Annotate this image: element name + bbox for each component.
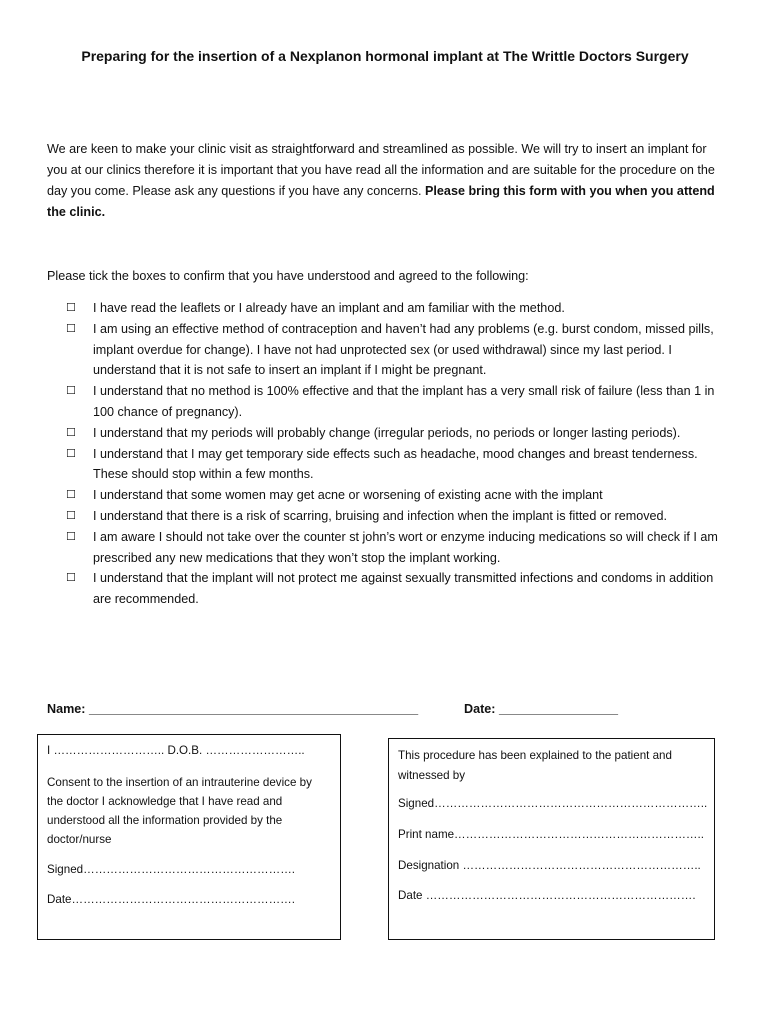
checklist-item-text: I understand that no method is 100% effective and that the implant has a very small risk of failure (less than 1 in 100 chance of pregnancy). — [93, 384, 715, 419]
witness-designation-line[interactable]: Designation …………………………………………………….. — [398, 859, 701, 872]
checklist-item-text: I have read the leaflets or I already have an implant and am familiar with the method. — [93, 301, 565, 315]
witness-signed-line[interactable]: Signed…………………………………………………………….. — [398, 797, 708, 810]
patient-consent-box — [37, 734, 341, 940]
checklist-item — [66, 527, 730, 569]
checklist-item-text: I understand that there is a risk of scarring, bruising and infection when the implant is fitted or removed. — [93, 508, 668, 523]
checklist-item-text: I understand that my periods will probably change (irregular periods, no periods or longer lasting periods). — [93, 425, 681, 440]
checklist-item — [66, 423, 730, 444]
witness-date-line[interactable]: Date ……………………………………………………………. — [398, 889, 696, 902]
intro-emphasis: Please bring this form with you when you attend the clinic. — [47, 184, 715, 219]
date-field[interactable]: Date: _________________ — [464, 702, 619, 716]
patient-dob-line[interactable]: I ……………………….. D.O.B. …………………….. — [47, 744, 305, 757]
checklist-item — [66, 506, 730, 527]
checkbox[interactable]: ☐ — [66, 302, 76, 314]
checkbox[interactable]: ☐ — [66, 572, 76, 585]
checkbox[interactable]: ☐ — [66, 322, 76, 335]
name-field[interactable]: Name: _______________________________________________ — [47, 702, 419, 716]
checklist-lead: Please tick the boxes to confirm that you have understood and agreed to the following: — [47, 269, 529, 283]
checklist-item-text: I understand that the implant will not protect me against sexually transmitted infections and condoms in addition are recommended. — [93, 571, 714, 607]
checklist-item — [66, 568, 730, 610]
checklist-item-text: I understand that some women may get acne or worsening of existing acne with the implant — [93, 488, 603, 503]
checklist-item-text: I am using an effective method of contraception and haven’t had any problems (e.g. burst condom, missed pills, implant overdue for change). I have not had unprotected sex (or used withdrawal) since my last period. I understand that it is not safe to insert an implant if I might be pregnant. — [93, 321, 714, 378]
patient-date-line[interactable]: Date…………………………………………………. — [47, 893, 295, 906]
checkbox[interactable]: ☐ — [66, 530, 76, 543]
checklist-item-text: I am aware I should not take over the counter st john’s wort or enzyme inducing medications so will check if I am prescribed any new medications that they won’t stop the implant working. — [93, 529, 718, 565]
checklist-item — [66, 444, 730, 486]
checklist-item — [66, 298, 730, 319]
form-title: Preparing for the insertion of a Nexplanon hormonal implant at The Writtle Doctors Surgery — [81, 48, 689, 64]
witness-box — [388, 738, 715, 940]
checklist-item — [66, 485, 730, 506]
patient-signed-line[interactable]: Signed………………………………………………. — [47, 863, 296, 876]
checklist-item — [66, 319, 730, 381]
checkbox[interactable]: ☐ — [66, 385, 76, 398]
intro-text: We are keen to make your clinic visit as straightforward and streamlined as possible. We will try to insert an implant for you at our clinics therefore it is important that you have read all the information and are suitable for the procedure on the day you come. Please ask any questions if you have any concerns. — [47, 142, 715, 198]
consent-checklist — [66, 298, 730, 610]
checkbox[interactable]: ☐ — [66, 509, 76, 522]
checkbox[interactable]: ☐ — [66, 489, 76, 502]
intro-paragraph — [47, 139, 727, 223]
checklist-item — [66, 381, 730, 423]
checklist-item-text: I understand that I may get temporary side effects such as headache, mood changes and breast tenderness. These should stop within a few months. — [93, 446, 698, 482]
witness-statement: This procedure has been explained to the patient and witnessed by — [398, 749, 672, 782]
checkbox[interactable]: ☐ — [66, 447, 76, 460]
patient-consent-text: Consent to the insertion of an intrauterine device by the doctor I acknowledge that I have read and understood all the information provided by the doctor/nurse — [47, 776, 312, 846]
witness-print-name-line[interactable]: Print name……………………………………………………….. — [398, 828, 704, 841]
checkbox[interactable]: ☐ — [66, 426, 76, 439]
